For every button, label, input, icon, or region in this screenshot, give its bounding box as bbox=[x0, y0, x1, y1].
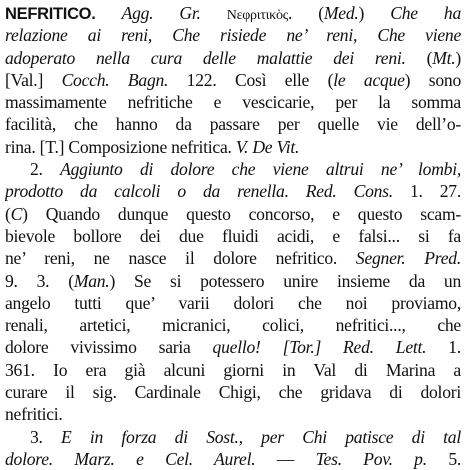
entry-line bbox=[5, 180, 461, 202]
italic-run: Cocch. Bagn. bbox=[61, 69, 169, 90]
text-run bbox=[96, 3, 122, 23]
entry-line bbox=[5, 270, 461, 292]
italic-run: relazione ai reni, Che risiede ne’ reni, Che viene bbox=[5, 25, 461, 46]
entry-line bbox=[5, 381, 461, 403]
text-run: 2. bbox=[30, 159, 61, 180]
italic-run: Man. bbox=[73, 270, 110, 291]
italic-run: quello! [Tor.] Red. Lett. bbox=[212, 337, 427, 358]
text-run: 3. bbox=[30, 426, 62, 447]
text-run: ) bbox=[455, 47, 461, 68]
entry-line bbox=[5, 24, 461, 46]
text-run: rina. [T.] Composizione nefritica. bbox=[5, 136, 236, 157]
italic-run: prodotto da calcoli o da renella. Red. Cons. bbox=[5, 181, 393, 202]
italic-run: Med. bbox=[323, 3, 359, 23]
text-run: 1. 27. bbox=[392, 181, 461, 202]
text-run: 1. bbox=[426, 337, 461, 358]
headword: NEFRITICO. bbox=[5, 5, 96, 23]
text-run bbox=[201, 3, 227, 23]
text-run: bievole bollore dei due fluidi acidi, e falsi... si fa bbox=[5, 225, 461, 246]
entry-line bbox=[5, 247, 461, 269]
text-run: 122. Così elle ( bbox=[168, 69, 334, 90]
text-run: dolore vivissimo saria bbox=[5, 337, 213, 358]
entry-line bbox=[5, 292, 461, 314]
entry-line bbox=[5, 448, 461, 470]
italic-run: Mt. bbox=[432, 47, 456, 68]
text-run: nefritici. bbox=[5, 404, 63, 425]
text-run: ) bbox=[358, 3, 391, 23]
entry-line bbox=[5, 91, 461, 113]
text-run: ) Quando dunque questo concorso, e questo scam- bbox=[22, 203, 461, 224]
text-run: ) Se si potessero unire insieme da un bbox=[109, 270, 461, 291]
italic-run: E in forza di Sost., per Chi patisce di tal bbox=[61, 426, 461, 447]
text-run: curare il sig. Cardinale Chigi, che gridava di dolori bbox=[5, 382, 461, 403]
text-run: ) sono bbox=[404, 69, 461, 90]
text-run: ( bbox=[5, 203, 11, 224]
text-run: massimamente nefritiche e vescicarie, per la somma bbox=[5, 92, 461, 113]
italic-run: Aggiunto di dolore che viene altrui ne’ lombi, bbox=[60, 159, 461, 180]
text-run: 9. 3. ( bbox=[5, 270, 74, 291]
entry-line bbox=[5, 426, 461, 448]
entry-line bbox=[5, 359, 461, 381]
italic-run: C bbox=[10, 203, 23, 224]
italic-run: Agg. Gr. bbox=[121, 3, 201, 23]
entry-line bbox=[5, 225, 461, 247]
entry-line bbox=[5, 47, 461, 69]
entry-line bbox=[5, 314, 461, 336]
text-run: — bbox=[255, 448, 316, 469]
italic-run: Tes. Pov. p. bbox=[315, 448, 427, 469]
text-run: ne’ reni, ne nasce il dolore nefritico. bbox=[5, 248, 356, 269]
entry-line bbox=[5, 403, 461, 425]
text-run: renali, artetici, micranici, colici, nefritici..., che bbox=[5, 315, 461, 336]
italic-run: dolore. Marz. e Cel. Aurel. bbox=[5, 448, 256, 469]
text-run: facilità, che hanno da passare per quelle vie dell’o- bbox=[5, 114, 461, 135]
entry-line bbox=[5, 136, 461, 158]
entry-line bbox=[5, 2, 461, 24]
entry-line bbox=[5, 113, 461, 135]
entry-line bbox=[5, 69, 461, 91]
text-run: ( bbox=[405, 47, 433, 68]
italic-run: Segner. Pred. bbox=[355, 248, 461, 269]
text-run: 5. bbox=[426, 448, 461, 469]
entry-line bbox=[5, 158, 461, 180]
text-run: . ( bbox=[288, 3, 324, 23]
entry-text bbox=[5, 2, 461, 470]
italic-run: le acque bbox=[333, 69, 405, 90]
entry-line bbox=[5, 336, 461, 358]
italic-run: Che ha bbox=[390, 3, 461, 23]
entry-line bbox=[5, 203, 461, 225]
text-run: [Val.] bbox=[5, 69, 62, 90]
text-run: angelo tutti que’ varii dolori che noi proviamo, bbox=[5, 292, 461, 313]
italic-run: V. De Vit. bbox=[235, 136, 300, 157]
italic-run: adoperato nella cura delle malattie dei reni. bbox=[5, 47, 406, 68]
greek-etymon: Νεφριτικὸς bbox=[226, 8, 289, 23]
text-run: 361. Io era già alcuni giorni in Val di Marina a bbox=[5, 359, 461, 380]
